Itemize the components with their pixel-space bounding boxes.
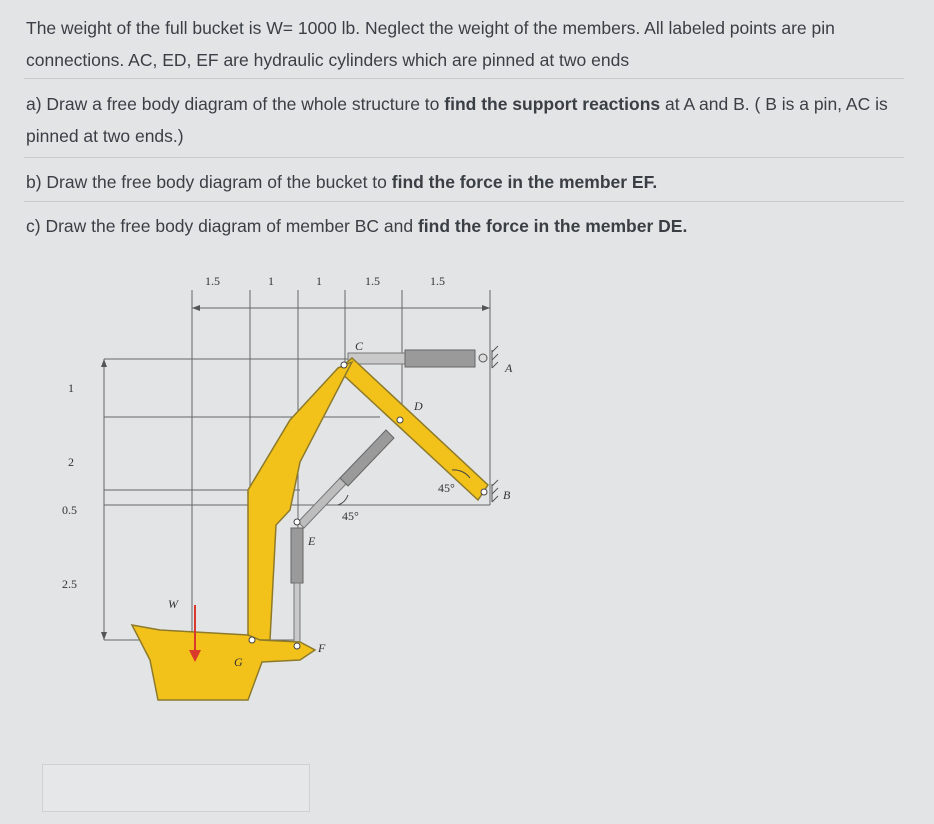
top-dim-3: 1 <box>316 274 322 288</box>
angle-arc-bottom <box>338 495 348 505</box>
pin-g <box>249 637 255 643</box>
top-dim-5: 1.5 <box>430 274 445 288</box>
label-f: F <box>318 641 326 655</box>
support-a <box>492 346 498 368</box>
bucket <box>132 625 315 700</box>
question-c-text: c) Draw the free body diagram of member BC and <box>26 216 418 236</box>
support-b <box>492 480 498 502</box>
pin-b <box>481 489 487 495</box>
angle-label-bottom: 45° <box>342 509 359 523</box>
label-b: B <box>503 488 511 502</box>
question-b-emphasis: find the force in the member EF. <box>391 172 658 192</box>
label-g: G <box>234 655 243 669</box>
pin-c <box>341 362 347 368</box>
left-dim-3: 0.5 <box>62 503 77 517</box>
pin-f <box>294 643 300 649</box>
question-a-end: at A and B. ( B is a pin, AC is pinned at two ends.) <box>26 94 888 146</box>
member-bc <box>338 358 488 500</box>
question-b-text: b) Draw the free body diagram of the bucket to <box>26 172 392 192</box>
left-dim-4: 2.5 <box>62 577 77 591</box>
top-dim-2: 1 <box>268 274 274 288</box>
cylinder-ac <box>348 350 487 367</box>
pin-e <box>294 519 300 525</box>
cylinder-ef <box>291 528 303 645</box>
label-w: W <box>168 597 178 611</box>
question-a-emphasis: find the support reactions <box>444 94 661 114</box>
answer-box[interactable] <box>42 764 310 812</box>
top-dim-4: 1.5 <box>365 274 380 288</box>
question-a-text: a) Draw a free body diagram of the whole structure to <box>26 94 445 114</box>
label-d: D <box>414 399 423 413</box>
label-c: C <box>355 339 364 353</box>
label-e: E <box>308 534 316 548</box>
question-c-emphasis: find the force in the member DE. <box>417 216 688 236</box>
angle-label-top: 45° <box>438 481 455 495</box>
top-dim-1: 1.5 <box>205 274 220 288</box>
left-dim-1: 1 <box>68 381 74 395</box>
problem-intro: The weight of the full bucket is W= 1000 lb. Neglect the weight of the members. All labeled points are pin connections. AC, ED, EF are hydraulic cylinders which are pinned at two ends <box>26 18 835 70</box>
pin-d <box>397 417 403 423</box>
label-a: A <box>505 361 513 375</box>
left-dim-2: 2 <box>68 455 74 469</box>
